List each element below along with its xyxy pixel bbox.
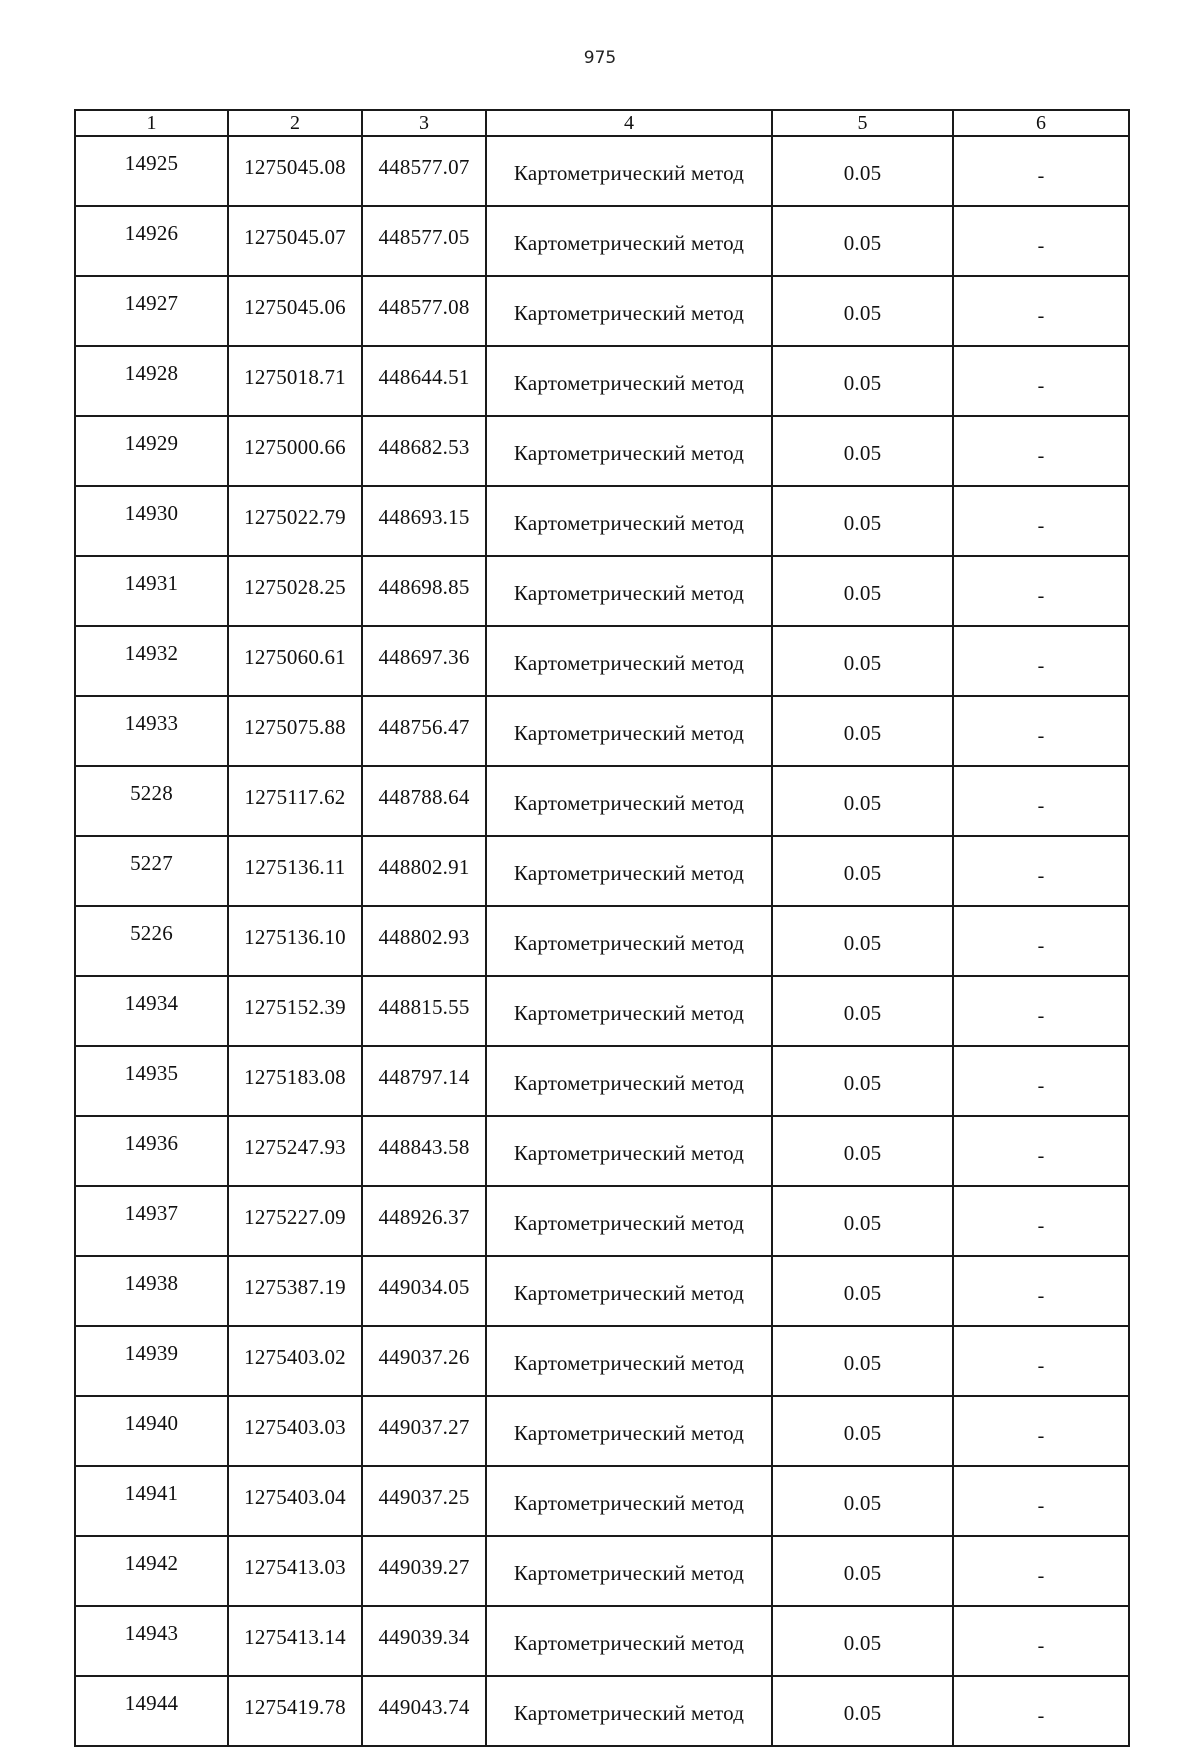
note-cell: - bbox=[953, 486, 1129, 556]
y-coordinate-cell: 448788.64 bbox=[362, 766, 486, 836]
note-cell: - bbox=[953, 1606, 1129, 1676]
y-coordinate-cell: 448802.91 bbox=[362, 836, 486, 906]
x-coordinate-cell: 1275152.39 bbox=[228, 976, 362, 1046]
method-cell: Картометрический метод bbox=[486, 1606, 772, 1676]
column-header-5: 5 bbox=[772, 110, 953, 136]
y-coordinate-cell: 448843.58 bbox=[362, 1116, 486, 1186]
column-header-1: 1 bbox=[75, 110, 228, 136]
y-coordinate-cell: 449037.26 bbox=[362, 1326, 486, 1396]
method-cell: Картометрический метод bbox=[486, 1186, 772, 1256]
point-number-cell: 14934 bbox=[75, 976, 228, 1046]
y-coordinate-cell: 449034.05 bbox=[362, 1256, 486, 1326]
header-row bbox=[75, 110, 1129, 136]
method-cell: Картометрический метод bbox=[486, 346, 772, 416]
column-header-4: 4 bbox=[486, 110, 772, 136]
method-cell: Картометрический метод bbox=[486, 696, 772, 766]
column-header-3: 3 bbox=[362, 110, 486, 136]
table-row bbox=[75, 416, 1129, 486]
table-row bbox=[75, 1256, 1129, 1326]
y-coordinate-cell: 448815.55 bbox=[362, 976, 486, 1046]
y-coordinate-cell: 448802.93 bbox=[362, 906, 486, 976]
method-cell: Картометрический метод bbox=[486, 1676, 772, 1746]
accuracy-cell: 0.05 bbox=[772, 766, 953, 836]
column-header-6: 6 bbox=[953, 110, 1129, 136]
x-coordinate-cell: 1275403.03 bbox=[228, 1396, 362, 1466]
x-coordinate-cell: 1275000.66 bbox=[228, 416, 362, 486]
note-cell: - bbox=[953, 416, 1129, 486]
note-cell: - bbox=[953, 1256, 1129, 1326]
accuracy-cell: 0.05 bbox=[772, 416, 953, 486]
point-number-cell: 5228 bbox=[75, 766, 228, 836]
accuracy-cell: 0.05 bbox=[772, 1116, 953, 1186]
table-row bbox=[75, 486, 1129, 556]
method-cell: Картометрический метод bbox=[486, 276, 772, 346]
table-row bbox=[75, 1186, 1129, 1256]
accuracy-cell: 0.05 bbox=[772, 836, 953, 906]
accuracy-cell: 0.05 bbox=[772, 1046, 953, 1116]
note-cell: - bbox=[953, 556, 1129, 626]
note-cell: - bbox=[953, 626, 1129, 696]
method-cell: Картометрический метод bbox=[486, 1466, 772, 1536]
x-coordinate-cell: 1275403.04 bbox=[228, 1466, 362, 1536]
note-cell: - bbox=[953, 1046, 1129, 1116]
note-cell: - bbox=[953, 136, 1129, 206]
method-cell: Картометрический метод bbox=[486, 766, 772, 836]
accuracy-cell: 0.05 bbox=[772, 1326, 953, 1396]
y-coordinate-cell: 448926.37 bbox=[362, 1186, 486, 1256]
x-coordinate-cell: 1275413.14 bbox=[228, 1606, 362, 1676]
x-coordinate-cell: 1275117.62 bbox=[228, 766, 362, 836]
accuracy-cell: 0.05 bbox=[772, 906, 953, 976]
page-number: 975 bbox=[583, 48, 617, 68]
y-coordinate-cell: 449037.25 bbox=[362, 1466, 486, 1536]
method-cell: Картометрический метод bbox=[486, 486, 772, 556]
accuracy-cell: 0.05 bbox=[772, 976, 953, 1046]
y-coordinate-cell: 449039.34 bbox=[362, 1606, 486, 1676]
x-coordinate-cell: 1275413.03 bbox=[228, 1536, 362, 1606]
y-coordinate-cell: 448577.05 bbox=[362, 206, 486, 276]
point-number-cell: 14929 bbox=[75, 416, 228, 486]
method-cell: Картометрический метод bbox=[486, 416, 772, 486]
note-cell: - bbox=[953, 1326, 1129, 1396]
accuracy-cell: 0.05 bbox=[772, 1536, 953, 1606]
accuracy-cell: 0.05 bbox=[772, 1676, 953, 1746]
y-coordinate-cell: 448682.53 bbox=[362, 416, 486, 486]
y-coordinate-cell: 448577.07 bbox=[362, 136, 486, 206]
table-row bbox=[75, 1116, 1129, 1186]
table-row bbox=[75, 136, 1129, 206]
table-row bbox=[75, 976, 1129, 1046]
y-coordinate-cell: 449037.27 bbox=[362, 1396, 486, 1466]
accuracy-cell: 0.05 bbox=[772, 1186, 953, 1256]
table-row bbox=[75, 1536, 1129, 1606]
point-number-cell: 14941 bbox=[75, 1466, 228, 1536]
note-cell: - bbox=[953, 1676, 1129, 1746]
method-cell: Картометрический метод bbox=[486, 976, 772, 1046]
point-number-cell: 14939 bbox=[75, 1326, 228, 1396]
point-number-cell: 14940 bbox=[75, 1396, 228, 1466]
note-cell: - bbox=[953, 906, 1129, 976]
x-coordinate-cell: 1275227.09 bbox=[228, 1186, 362, 1256]
table-row bbox=[75, 766, 1129, 836]
coordinates-table bbox=[74, 109, 1130, 1747]
point-number-cell: 14927 bbox=[75, 276, 228, 346]
y-coordinate-cell: 448697.36 bbox=[362, 626, 486, 696]
x-coordinate-cell: 1275045.08 bbox=[228, 136, 362, 206]
note-cell: - bbox=[953, 346, 1129, 416]
x-coordinate-cell: 1275022.79 bbox=[228, 486, 362, 556]
table-row bbox=[75, 556, 1129, 626]
method-cell: Картометрический метод bbox=[486, 136, 772, 206]
point-number-cell: 5226 bbox=[75, 906, 228, 976]
accuracy-cell: 0.05 bbox=[772, 1396, 953, 1466]
note-cell: - bbox=[953, 976, 1129, 1046]
method-cell: Картометрический метод bbox=[486, 1326, 772, 1396]
x-coordinate-cell: 1275136.11 bbox=[228, 836, 362, 906]
note-cell: - bbox=[953, 206, 1129, 276]
point-number-cell: 14937 bbox=[75, 1186, 228, 1256]
accuracy-cell: 0.05 bbox=[772, 626, 953, 696]
point-number-cell: 14932 bbox=[75, 626, 228, 696]
point-number-cell: 14926 bbox=[75, 206, 228, 276]
point-number-cell: 14936 bbox=[75, 1116, 228, 1186]
x-coordinate-cell: 1275075.88 bbox=[228, 696, 362, 766]
point-number-cell: 14943 bbox=[75, 1606, 228, 1676]
accuracy-cell: 0.05 bbox=[772, 276, 953, 346]
table-row bbox=[75, 1466, 1129, 1536]
y-coordinate-cell: 449039.27 bbox=[362, 1536, 486, 1606]
x-coordinate-cell: 1275018.71 bbox=[228, 346, 362, 416]
accuracy-cell: 0.05 bbox=[772, 696, 953, 766]
accuracy-cell: 0.05 bbox=[772, 136, 953, 206]
method-cell: Картометрический метод bbox=[486, 1536, 772, 1606]
method-cell: Картометрический метод bbox=[486, 1116, 772, 1186]
y-coordinate-cell: 448644.51 bbox=[362, 346, 486, 416]
table-row bbox=[75, 346, 1129, 416]
point-number-cell: 5227 bbox=[75, 836, 228, 906]
point-number-cell: 14938 bbox=[75, 1256, 228, 1326]
table-row bbox=[75, 276, 1129, 346]
method-cell: Картометрический метод bbox=[486, 206, 772, 276]
y-coordinate-cell: 448797.14 bbox=[362, 1046, 486, 1116]
note-cell: - bbox=[953, 1186, 1129, 1256]
note-cell: - bbox=[953, 766, 1129, 836]
table-header bbox=[75, 110, 1129, 136]
x-coordinate-cell: 1275045.07 bbox=[228, 206, 362, 276]
y-coordinate-cell: 448698.85 bbox=[362, 556, 486, 626]
point-number-cell: 14933 bbox=[75, 696, 228, 766]
x-coordinate-cell: 1275060.61 bbox=[228, 626, 362, 696]
y-coordinate-cell: 449043.74 bbox=[362, 1676, 486, 1746]
y-coordinate-cell: 448756.47 bbox=[362, 696, 486, 766]
table-row bbox=[75, 1606, 1129, 1676]
point-number-cell: 14931 bbox=[75, 556, 228, 626]
table-row bbox=[75, 1326, 1129, 1396]
x-coordinate-cell: 1275247.93 bbox=[228, 1116, 362, 1186]
x-coordinate-cell: 1275045.06 bbox=[228, 276, 362, 346]
x-coordinate-cell: 1275028.25 bbox=[228, 556, 362, 626]
method-cell: Картометрический метод bbox=[486, 1256, 772, 1326]
accuracy-cell: 0.05 bbox=[772, 1606, 953, 1676]
table-row bbox=[75, 206, 1129, 276]
table-row bbox=[75, 626, 1129, 696]
accuracy-cell: 0.05 bbox=[772, 206, 953, 276]
column-header-2: 2 bbox=[228, 110, 362, 136]
note-cell: - bbox=[953, 1466, 1129, 1536]
note-cell: - bbox=[953, 276, 1129, 346]
point-number-cell: 14942 bbox=[75, 1536, 228, 1606]
point-number-cell: 14928 bbox=[75, 346, 228, 416]
note-cell: - bbox=[953, 836, 1129, 906]
method-cell: Картометрический метод bbox=[486, 1046, 772, 1116]
table-row bbox=[75, 1396, 1129, 1466]
method-cell: Картометрический метод bbox=[486, 626, 772, 696]
accuracy-cell: 0.05 bbox=[772, 1256, 953, 1326]
table-row bbox=[75, 1676, 1129, 1746]
y-coordinate-cell: 448577.08 bbox=[362, 276, 486, 346]
y-coordinate-cell: 448693.15 bbox=[362, 486, 486, 556]
point-number-cell: 14944 bbox=[75, 1676, 228, 1746]
method-cell: Картометрический метод bbox=[486, 1396, 772, 1466]
method-cell: Картометрический метод bbox=[486, 906, 772, 976]
accuracy-cell: 0.05 bbox=[772, 1466, 953, 1536]
table-row bbox=[75, 696, 1129, 766]
x-coordinate-cell: 1275419.78 bbox=[228, 1676, 362, 1746]
table-row bbox=[75, 906, 1129, 976]
x-coordinate-cell: 1275136.10 bbox=[228, 906, 362, 976]
table-row bbox=[75, 1046, 1129, 1116]
note-cell: - bbox=[953, 1396, 1129, 1466]
point-number-cell: 14935 bbox=[75, 1046, 228, 1116]
note-cell: - bbox=[953, 1116, 1129, 1186]
point-number-cell: 14930 bbox=[75, 486, 228, 556]
x-coordinate-cell: 1275387.19 bbox=[228, 1256, 362, 1326]
x-coordinate-cell: 1275403.02 bbox=[228, 1326, 362, 1396]
accuracy-cell: 0.05 bbox=[772, 556, 953, 626]
point-number-cell: 14925 bbox=[75, 136, 228, 206]
note-cell: - bbox=[953, 1536, 1129, 1606]
method-cell: Картометрический метод bbox=[486, 836, 772, 906]
method-cell: Картометрический метод bbox=[486, 556, 772, 626]
x-coordinate-cell: 1275183.08 bbox=[228, 1046, 362, 1116]
accuracy-cell: 0.05 bbox=[772, 486, 953, 556]
accuracy-cell: 0.05 bbox=[772, 346, 953, 416]
table-row bbox=[75, 836, 1129, 906]
table-body bbox=[75, 136, 1129, 1746]
note-cell: - bbox=[953, 696, 1129, 766]
